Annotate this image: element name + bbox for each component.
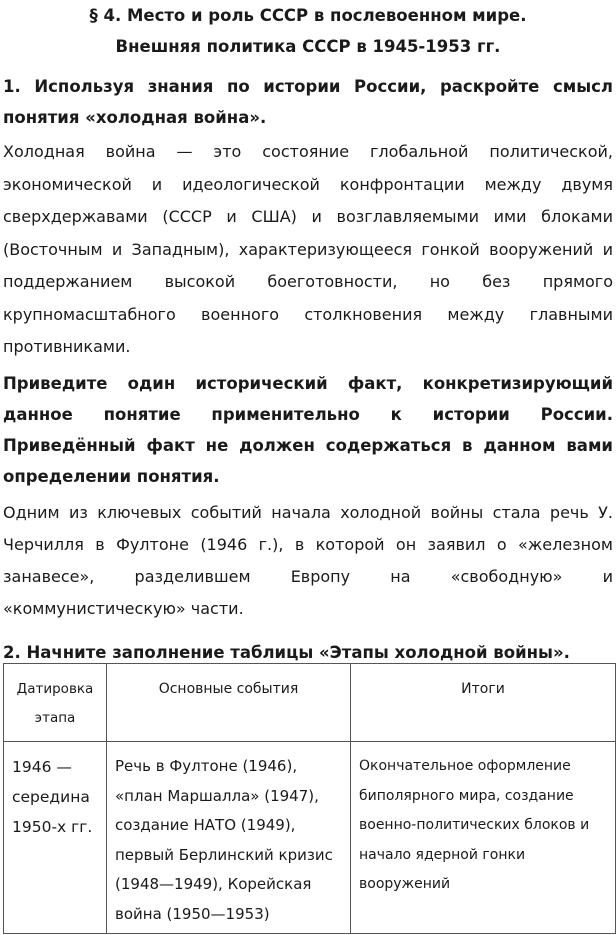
cell-results: Окончательное оформление биполярного мира, создание военно-политических блоков и начало ядерной гонки вооружений (351, 742, 616, 934)
header-dating: Датировка этапа (4, 664, 107, 742)
header-events: Основные события (107, 664, 351, 742)
table-header-row (4, 664, 616, 742)
section-title-line-2: Внешняя политика СССР в 1945-1953 гг. (115, 37, 501, 56)
cold-war-stages-table (3, 663, 616, 934)
section-title-line-1: § 4. Место и роль СССР в послевоенном мире. (89, 6, 527, 25)
task-1-followup-question: Приведите один исторический факт, конкретизирующий данное понятие применительно к истории России. Приведённый факт не должен содержаться в данном вами определении понятия. (3, 373, 613, 486)
header-results: Итоги (351, 664, 616, 742)
task-1-followup-answer: Одним из ключевых событий начала холодной войны стала речь У. Черчилля в Фултоне (1946 г.), в которой он заявил о «железном занавесе», разделившем Европу на «свободную» и «коммунистическую» части. (3, 502, 613, 618)
task-1-followup (3, 368, 613, 625)
table-row (4, 742, 616, 934)
task-2-question: 2. Начните заполнение таблицы «Этапы холодной войны». (3, 642, 570, 662)
task-1-answer: Холодная война — это состояние глобальной политической, экономической и идеологической конфронтации между двумя сверхдержавами (СССР и США) и возглавляемыми ими блоками (Восточным и Западным), характеризующееся гонкой вооружений и поддержанием высокой боеготовности, но без прямого крупномасштабного военного столкновения между главными противниками. (3, 142, 613, 356)
cell-dating: 1946 — середина 1950-х гг. (4, 742, 107, 934)
task-1-question: 1. Используя знания по истории России, раскройте смысл понятия «холодная война». (3, 77, 613, 127)
cell-events: Речь в Фултоне (1946), «план Маршалла» (1947), создание НАТО (1949), первый Берлинский кризис (1948—1949), Корейская война (1950—1953) (107, 742, 351, 934)
